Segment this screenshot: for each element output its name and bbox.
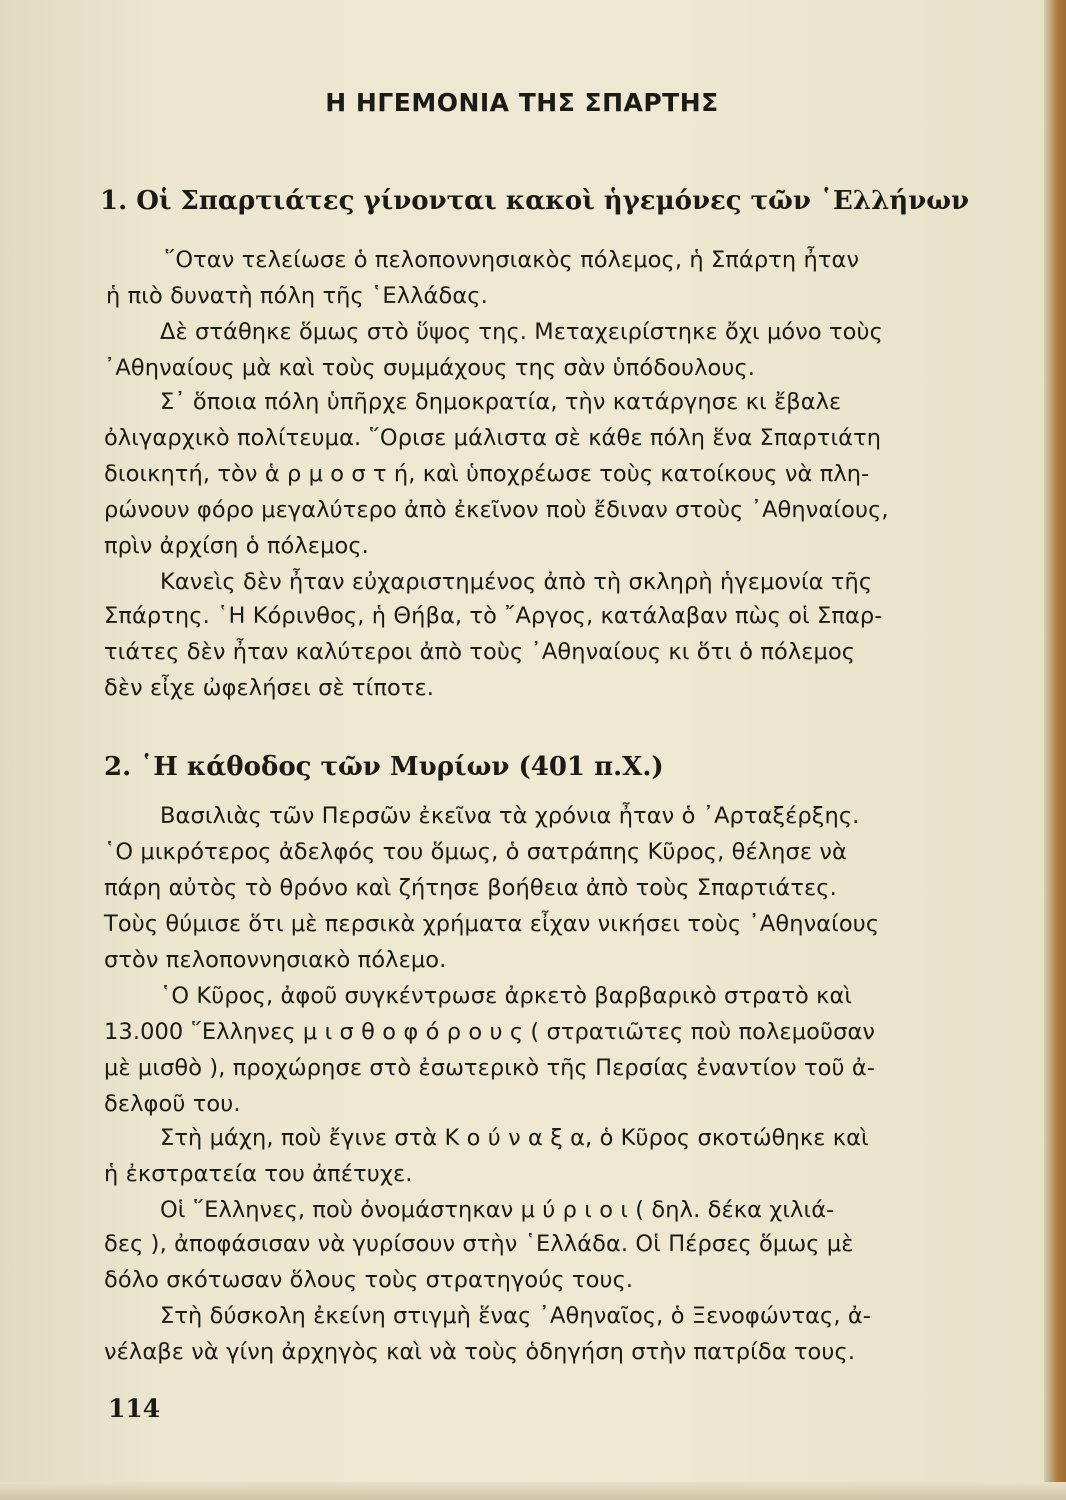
text-line: Κανεὶς δὲν ἦταν εὐχαριστημένος ἀπὸ τὴ σκληρὴ ἡγεμονία τῆς bbox=[160, 569, 873, 595]
text-line: ἡ ἐκστρατεία του ἀπέτυχε. bbox=[104, 1161, 413, 1187]
text-line: Στὴ δύσκολη ἐκείνη στιγμὴ ἕνας ᾿Αθηναῖος, ὁ Ξενοφώντας, ἀ- bbox=[160, 1303, 872, 1329]
text-line: ῾Ο μικρότερος ἀδελφός του ὅμως, ὁ σατράπης Κῦρος, θέλησε νὰ bbox=[104, 839, 847, 865]
text-line: Τοὺς θύμισε ὅτι μὲ περσικὰ χρήματα εἶχαν νικήσει τοὺς ᾿Αθηναίους bbox=[104, 911, 880, 937]
page-number: 114 bbox=[108, 1394, 161, 1423]
text-line: Σπάρτης. ῾Η Κόρινθος, ἡ Θήβα, τὸ ῎Αργος, κατάλαβαν πὼς οἱ Σπαρ- bbox=[104, 603, 883, 629]
text-line: Δὲ στάθηκε ὅμως στὸ ὕψος της. Μεταχειρίστηκε ὄχι μόνο τοὺς bbox=[160, 319, 883, 345]
text-line: ὀλιγαρχικὸ πολίτευμα. ῞Ορισε μάλιστα σὲ κάθε πόλη ἕνα Σπαρτιάτη bbox=[104, 425, 882, 451]
text-line: 13.000 ῞Ελληνες μ ι σ θ ο φ ό ρ ο υ ς ( στρατιῶτες ποὺ πολεμοῦσαν bbox=[104, 1019, 876, 1045]
text-line: ῾Ο Κῦρος, ἀφοῦ συγκέντρωσε ἀρκετὸ βαρβαρικὸ στρατὸ καὶ bbox=[160, 983, 853, 1009]
text-line: Σ᾿ ὅποια πόλη ὑπῆρχε δημοκρατία, τὴν κατάργησε κι ἔβαλε bbox=[160, 389, 842, 415]
text-line: Οἱ ῞Ελληνες, ποὺ ὀνομάστηκαν μ ύ ρ ι ο ι ( δηλ. δέκα χιλιά- bbox=[160, 1197, 835, 1223]
text-line: στὸν πελοποννησιακὸ πόλεμο. bbox=[104, 947, 447, 973]
text-line: Βασιλιὰς τῶν Περσῶν ἐκεῖνα τὰ χρόνια ἦταν ὁ ᾿Αρταξέρξης. bbox=[160, 803, 860, 829]
text-line: μὲ μισθὸ ), προχώρησε στὸ ἐσωτερικὸ τῆς Περσίας ἐναντίον τοῦ ἀ- bbox=[104, 1055, 876, 1081]
text-line: ρώνουν φόρο μεγαλύτερο ἀπὸ ἐκεῖνον ποὺ ἔδιναν στοὺς ᾿Αθηναίους, bbox=[104, 497, 889, 523]
text-line: πάρη αὐτὸς τὸ θρόνο καὶ ζήτησε βοήθεια ἀπὸ τοὺς Σπαρτιάτες. bbox=[104, 875, 837, 901]
chapter-title: Η ΗΓΕΜΟΝΙΑ ΤΗΣ ΣΠΑΡΤΗΣ bbox=[325, 88, 719, 117]
page-edge bbox=[1044, 0, 1066, 1500]
text-line: δόλο σκότωσαν ὅλους τοὺς στρατηγούς τους. bbox=[104, 1267, 634, 1293]
text-line: ᾿Αθηναίους μὰ καὶ τοὺς συμμάχους της σὰν ὑπόδουλους. bbox=[104, 355, 756, 381]
text-line: ῞Οταν τελείωσε ὁ πελοποννησιακὸς πόλεμος, ἡ Σπάρτη ἦταν bbox=[164, 247, 860, 273]
text-line: Στὴ μάχη, ποὺ ἔγινε στὰ Κ ο ύ ν α ξ α, ὁ Κῦρος σκοτώθηκε καὶ bbox=[160, 1125, 869, 1151]
text-line: ἡ πιὸ δυνατὴ πόλη τῆς ῾Ελλάδας. bbox=[106, 283, 488, 309]
text-line: δὲν εἶχε ὠφελήσει σὲ τίποτε. bbox=[104, 675, 435, 701]
text-line: διοικητή, τὸν ἁ ρ μ ο σ τ ή, καὶ ὑποχρέωσε τοὺς κατοίκους νὰ πλη- bbox=[104, 461, 870, 487]
text-line: δελφοῦ του. bbox=[104, 1091, 241, 1117]
section-heading-1: 1. Οἱ Σπαρτιάτες γίνονται κακοὶ ἡγεμόνες τῶν ῾Ελλήνων bbox=[100, 186, 970, 216]
text-line: νέλαβε νὰ γίνη ἀρχηγὸς καὶ νὰ τοὺς ὁδηγήση στὴν πατρίδα τους. bbox=[104, 1339, 856, 1365]
text-line: πρὶν ἀρχίση ὁ πόλεμος. bbox=[104, 533, 369, 559]
text-line: τιάτες δὲν ἦταν καλύτεροι ἀπὸ τοὺς ᾿Αθηναίους κι ὅτι ὁ πόλεμος bbox=[104, 639, 856, 665]
page-bottom-edge bbox=[0, 1482, 1066, 1500]
section-heading-2: 2. ῾Η κάθοδος τῶν Μυρίων (401 π.Χ.) bbox=[104, 752, 664, 782]
text-line: δες ), ἀποφάσισαν νὰ γυρίσουν στὴν ῾Ελλάδα. Οἱ Πέρσες ὅμως μὲ bbox=[104, 1231, 854, 1257]
